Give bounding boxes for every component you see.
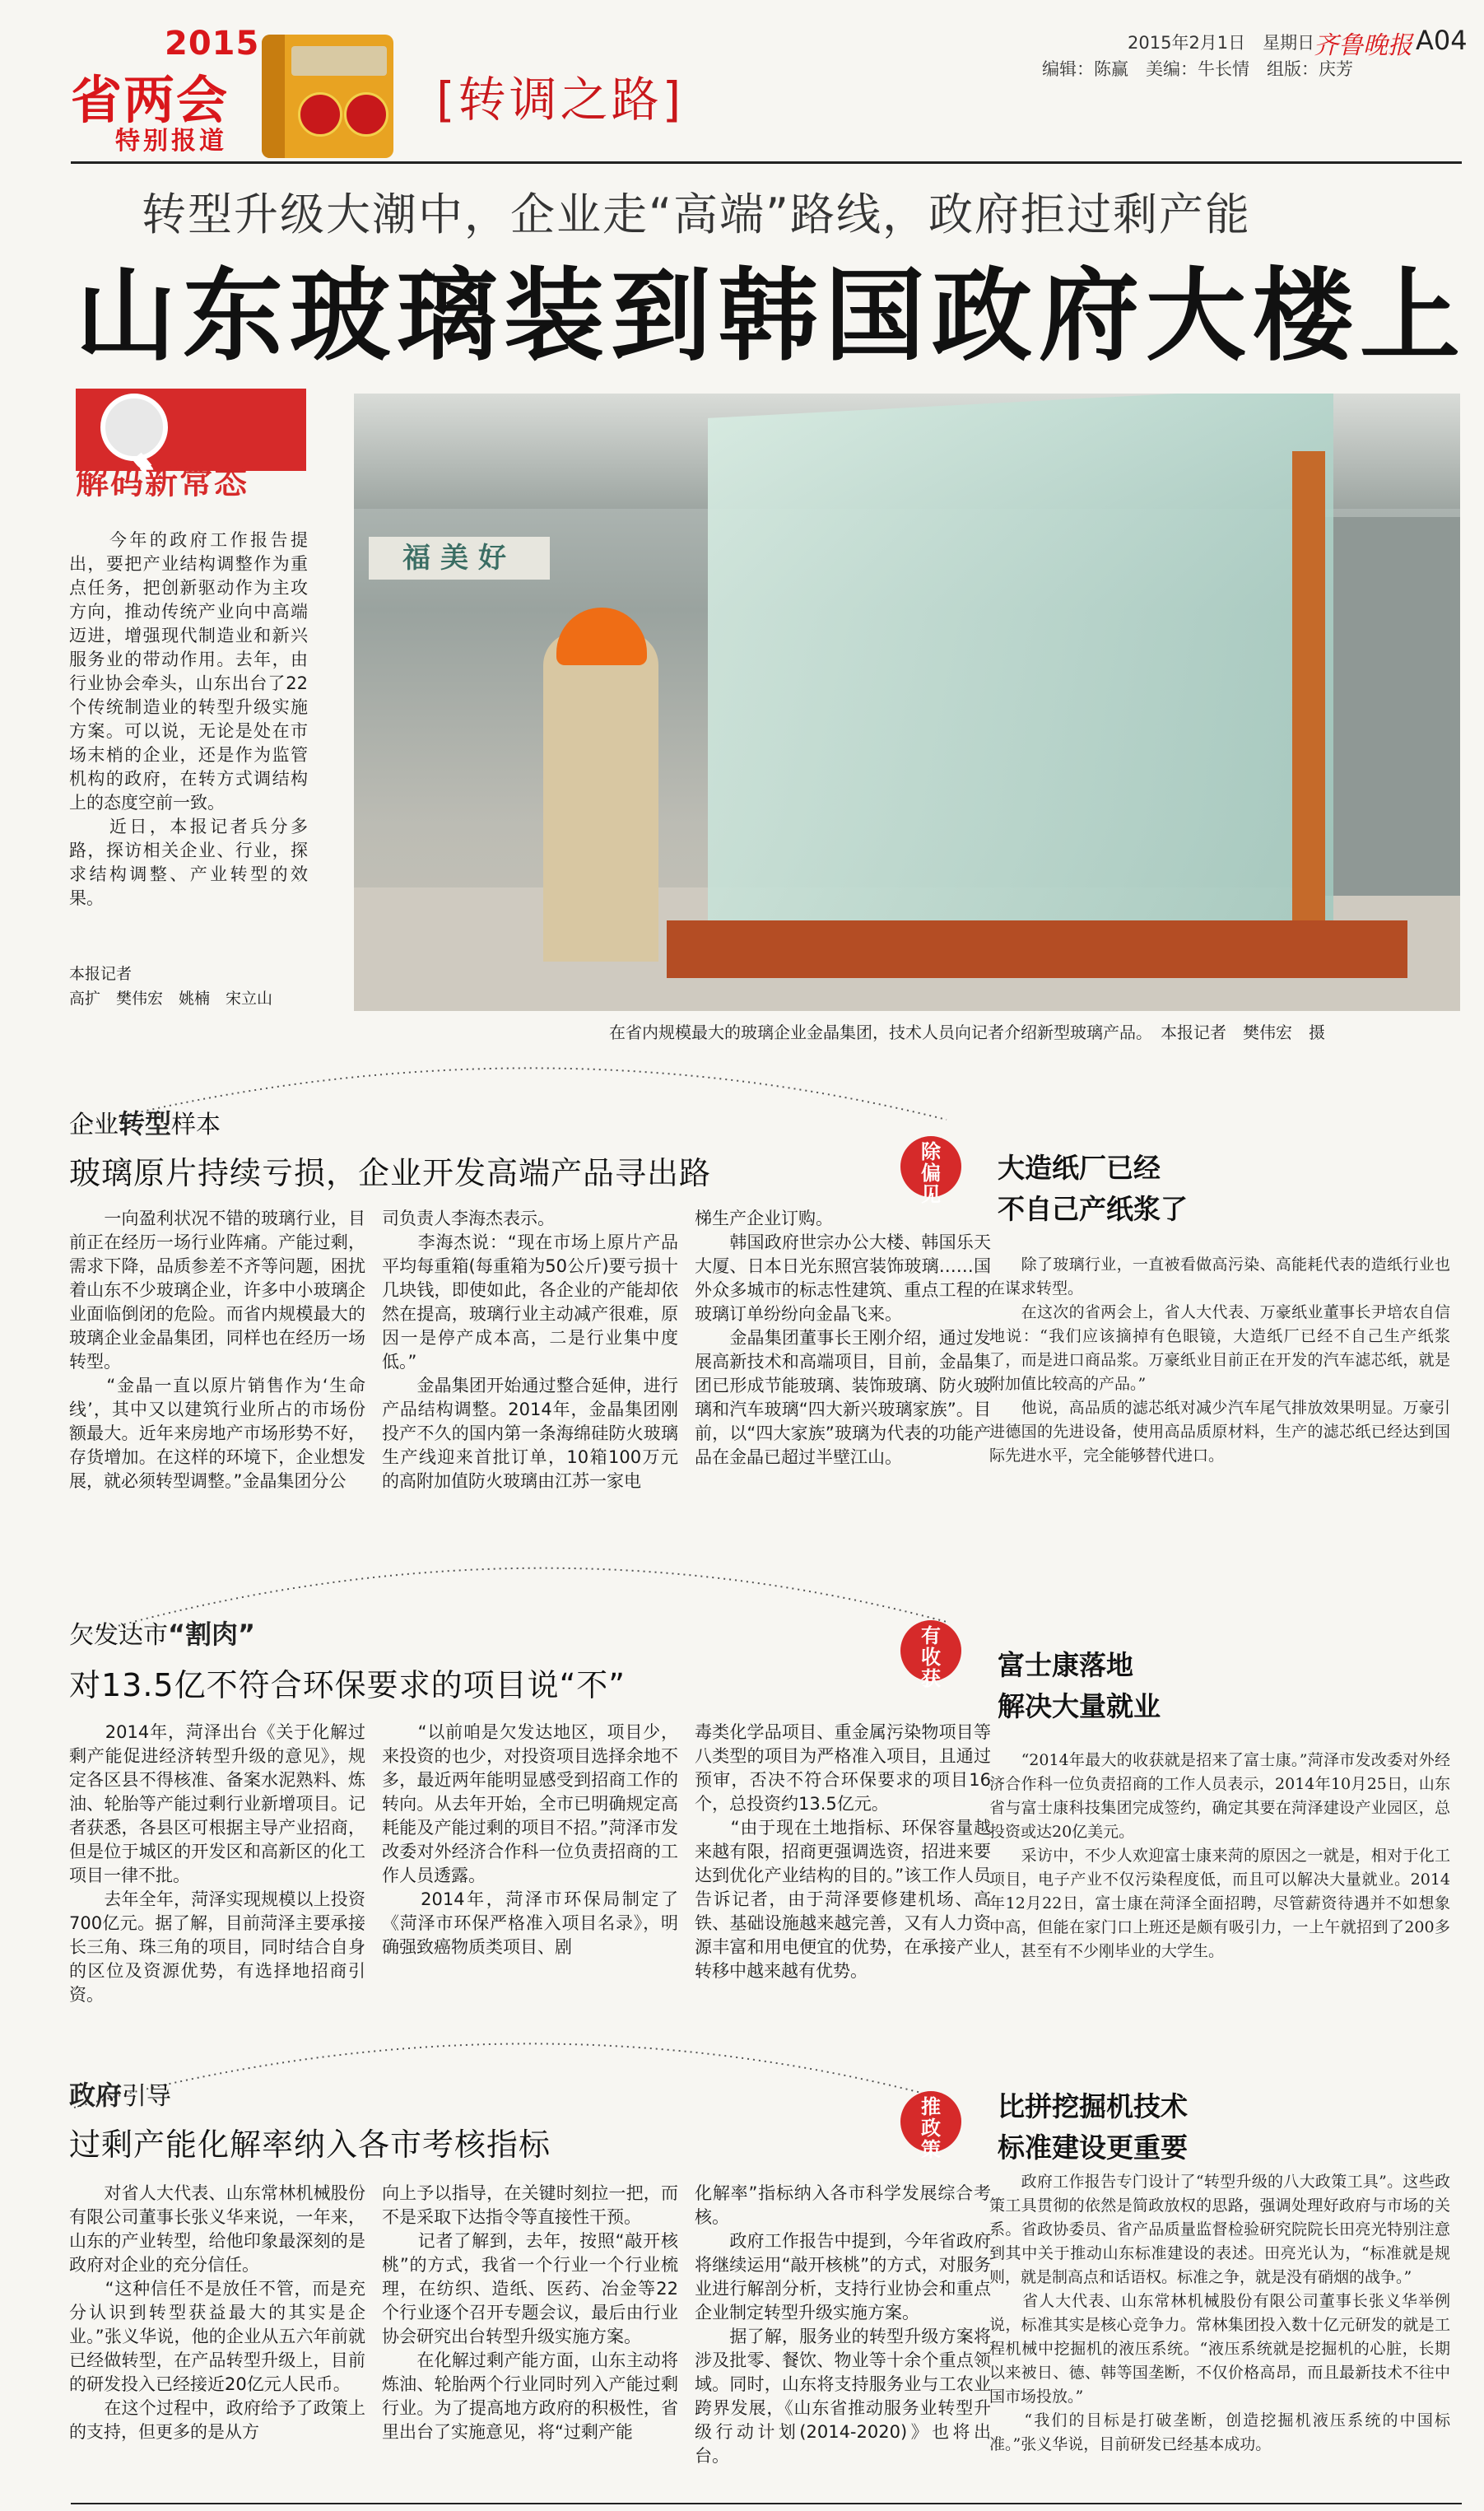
photo-glass-rack	[1325, 517, 1460, 896]
section-3-col-3: 化解率”指标纳入各市科学发展综合考核。 政府工作报告中提到，今年省政府将继续运用“敲开核桃”的方式，对服务业进行解剖分析，支持行业协会和重点企业制定转型升级实施方案。 据了解，服务业的转型升级方案将涉及批零、餐饮、物业等十余个重点领域。同时，山东将支持服务业与工农业跨界发展，《山东省推动服务业转型升级行动计划(2014-2020)》也将出台。	[695, 2183, 991, 2466]
issue-date: 2015年2月1日 星期日	[1128, 33, 1315, 53]
side-title-line: 大造纸厂已经	[998, 1152, 1161, 1184]
section-3-side-title	[998, 2086, 1188, 2169]
masthead-rule	[71, 161, 1462, 164]
section-1-col-2: 司负责人李海杰表示。 李海杰说：“现在市场上原片产品平均每重箱(每重箱为50公斤)要亏损十几块钱，即使如此，各企业的产能却依然在提高，玻璃行业主动减产很难，原因一是停产成本高，二是行业集中度低。” 金晶集团开始通过整合延伸，进行产品结构调整。2014年，金晶集团刚投产不久的国内第一条海绵硅防火玻璃生产线迎来首批订单，10箱100万元的高附加值防火玻璃由江苏一家电	[382, 1209, 678, 1491]
credit-names: 高扩 樊伟宏 姚楠 宋立山	[69, 990, 273, 1008]
badge-char: 推	[921, 2095, 941, 2118]
badge-char: 获	[921, 1667, 941, 1690]
photo-glass-panel	[708, 394, 1333, 978]
kicker-emphasis: 转型	[119, 1108, 172, 1139]
masthead-title: 省两会	[71, 70, 230, 130]
page-number: A04	[1416, 25, 1468, 56]
newspaper-name: 齐鲁晚报	[1314, 31, 1412, 60]
section-2-side-body: “2014年最大的收获就是招来了富士康。”菏泽市发改委对外经济合作科一位负责招商的工作人员表示，2014年10月25日，山东省与富士康科技集团完成签约，确定其要在菏泽建设产业园区，总投资或达20亿美元。 采访中，不少人欢迎富士康来菏的原因之一就是，相对于化工项目，电子产业不仅污染程度低，而且可以解决大量就业。2014年12月22日，富士康在菏泽全面招聘，尽管薪资待遇并不如想象中高，但能在家门口上班还是颇有吸引力，一上午就招到了200多人，甚至有不少刚毕业的大学生。	[989, 1751, 1450, 1960]
section-3-kicker	[69, 2075, 171, 2113]
photo-technician	[543, 632, 658, 962]
side-title-line: 标准建设更重要	[998, 2131, 1188, 2164]
badge-char: 策	[921, 2138, 941, 2161]
section-1-col-3: 梯生产企业订购。 韩国政府世宗办公大楼、韩国乐天大厦、日本日光东照宫装饰玻璃……国外众多城市的标志性建筑、重点工程的玻璃订单纷纷向金晶飞来。 金晶集团董事长王刚介绍，通过发展高新技术和高端项目，目前，金晶集团已形成节能玻璃、装饰玻璃、防火玻璃和汽车玻璃“四大新兴玻璃家族”。目前，以“四大家族”玻璃为代表的功能产品在金晶已超过半壁江山。	[695, 1209, 991, 1467]
section-1-kicker	[69, 1103, 221, 1141]
kicker-emphasis: 政府	[69, 2080, 123, 2111]
staff-credits: 编辑：陈赢 美编：牛长情 组版：庆芳	[1042, 59, 1353, 79]
intro-credit	[69, 962, 316, 1011]
intro-body: 今年的政府工作报告提出，要把产业结构调整作为重点任务，把创新驱动作为主攻方向，推动传统产业向中高端迈进，增强现代制造业和新兴服务业的带动作用。去年，由行业协会牵头，山东出台了22个传统制造业的转型升级实施方案。可以说，无论是处在市场末梢的企业，还是作为监管机构的政府，在转方式调结构上的态度空前一致。 近日，本报记者兵分多路，探访相关企业、行业，探求结构调整、产业转型的效果。	[69, 530, 308, 908]
cppcc-emblem-icon	[344, 92, 388, 137]
section-2-kicker	[69, 1614, 255, 1651]
section-3-headline: 过剩产能化解率纳入各市考核指标	[69, 2127, 551, 2163]
photo-rack-base	[667, 920, 1407, 978]
photo-caption: 在省内规模最大的玻璃企业金晶集团，技术人员向记者介绍新型玻璃产品。 本报记者 樊伟宏 摄	[609, 1023, 1325, 1042]
side-title-line: 不自己产纸浆了	[998, 1193, 1188, 1225]
side-title-line: 富士康落地	[998, 1649, 1133, 1681]
badge-char: 偏	[921, 1162, 941, 1185]
section-3-col-1: 对省人大代表、山东常林机械股份有限公司董事长张义华来说，一年来，山东的产业转型，给他印象最深刻的是政府对企业的充分信任。 “这种信任不是放任不管，而是充分认识到转型获益最大的其实是企业。”张义华说，他的企业从五六年前就已经做转型，在产品转型升级上，目前的研发投入已经接近20亿元人民币。 在这个过程中，政府给予了政策上的支持，但更多的是从方	[69, 2183, 365, 2442]
kicker-suffix: 引导	[122, 2082, 172, 2111]
hard-hat-icon	[556, 608, 647, 665]
section-1-side-title	[998, 1148, 1188, 1230]
badge-char: 除	[921, 1140, 941, 1163]
section-2-side-title	[998, 1645, 1161, 1727]
section-3-badge	[900, 2091, 961, 2161]
kicker-prefix: 企业	[69, 1111, 119, 1139]
badge-char: 收	[921, 1646, 941, 1669]
section-3-col-2: 向上予以指导，在关键时刻拉一把，而不是采取下达指令等直接性干预。 记者了解到，去年，按照“敲开核桃”的方式，我省一个行业一个行业梳理，在纺织、造纸、医药、冶金等22个行业逐个召开专题会议，最后由行业协会研究出台转型升级实施方案。 在化解过剩产能方面，山东主动将炼油、轮胎两个行业同时列入产能过剩行业。为了提高地方政府的积极性，省里出台了实施意见，将“过剩产能	[382, 2183, 678, 2442]
section-2-col-3: 毒类化学品项目、重金属污染物项目等八类型的项目为严格准入项目，且通过预审，否决不符合环保要求的项目16个，总投资约13.5亿元。 “由于现在土地指标、环保容量越来越有限，招商更强调选资，招进来要达到优化产业结构的目的。”该工作人员告诉记者，由于菏泽要修建机场、高铁、基础设施越来越完善，又有人力资源丰富和用电便宜的优势，在承接产业转移中越来越有优势。	[695, 1722, 991, 1981]
main-headline: 山东玻璃装到韩国政府大楼上	[76, 258, 1467, 375]
kicker-emphasis: “割肉”	[168, 1619, 256, 1650]
section-1-col-1: 一向盈利状况不错的玻璃行业，目前正在经历一场行业阵痛。产能过剩，需求下降，品质参差不齐等问题，困扰着山东不少玻璃企业，许多中小玻璃企业面临倒闭的危险。而省内规模最大的玻璃企业金晶集团，同样也在经历一场转型。 “金晶一直以原片销售作为‘生命线’，其中又以建筑行业所占的市场份额最大。近年来房地产市场形势不好，存货增加。在这样的环境下，企业想发展，就必须转型调整。”金晶集团分公	[69, 1209, 365, 1491]
side-title-line: 解决大量就业	[998, 1690, 1161, 1722]
masthead-subtitle: 特别报道	[115, 127, 227, 156]
kicker-prefix: 欠发达市	[69, 1621, 168, 1650]
section-3-side-body: 政府工作报告专门设计了“转型升级的八大政策工具”。这些政策工具贯彻的依然是简政放权的思路，强调处理好政府与市场的关系。省政协委员、省产品质量监督检验研究院院长田亮光特别注意到其中关于推动山东标准建设的表述。田亮光认为，“标准就是规则，就是制高点和话语权。标准之争，就是没有硝烟的战争。” 省人大代表、山东常林机械股份有限公司董事长张义华举例说，标准其实是核心竞争力。常林集团投入数十亿元研发的就是工程机械中挖掘机的液压系统。“液压系统就是挖掘机的心脏，长期以来被日、德、韩等国垄断，不仅价格高昂，而且最新技术不往中国市场投放。” “我们的目标是打破垄断，创造挖掘机液压系统的中国标准。”张义华说，目前研发已经基本成功。	[989, 2173, 1450, 2453]
section-2-col-2: “以前咱是欠发达地区，项目少，来投资的也少，对投资项目选择余地不多，最近两年能明显感受到招商工作的转向。从去年开始，全市已明确规定高耗能及产能过剩的项目不招。”菏泽市发改委对外经济合作科一位负责招商的工作人员透露。 2014年，菏泽市环保局制定了《菏泽市环保严格准入项目名录》，明确强致癌物质类项目、剧	[382, 1722, 678, 1957]
arc-3	[74, 2043, 947, 2108]
page-bottom-rule	[71, 2503, 1462, 2504]
notebook-emblem-icon	[262, 35, 393, 158]
badge-char: 见	[921, 1183, 941, 1206]
headline-kicker: 转型升级大潮中，企业走“高端”路线，政府拒过剩产能	[142, 189, 1251, 240]
notebook-spine	[262, 35, 285, 158]
section-1-badge	[900, 1136, 961, 1206]
decode-tag: 解码新常态	[76, 464, 249, 501]
magnifier-icon	[100, 394, 168, 461]
section-2-headline: 对13.5亿不符合环保要求的项目说“不”	[69, 1667, 626, 1703]
photo-factory-sign: 福美好	[369, 537, 550, 580]
column-tag: [转调之路]	[436, 72, 685, 128]
section-2-col-1: 2014年，菏泽出台《关于化解过剩产能促进经济转型升级的意见》，规定各区县不得核准、备案水泥熟料、炼油、轮胎等产能过剩行业新增项目。记者获悉，各县区可根据主导产业招商，但是位于城区的开发区和高新区的化工项目一律不批。 去年全年，菏泽实现规模以上投资700亿元。据了解，目前菏泽主要承接长三角、珠三角的项目，同时结合自身的区位及资源优势，有选择地招商引资。	[69, 1722, 365, 2005]
side-title-line: 比拼挖掘机技术	[998, 2090, 1188, 2122]
news-photo	[354, 394, 1460, 1011]
national-emblem-icon	[298, 92, 342, 137]
section-1-headline: 玻璃原片持续亏损，企业开发高端产品寻出路	[69, 1155, 712, 1191]
section-2-badge	[900, 1620, 961, 1690]
kicker-suffix: 样本	[171, 1111, 221, 1139]
credit-label: 本报记者	[69, 965, 133, 983]
masthead-year: 2015	[165, 25, 260, 63]
notebook-label-strip	[291, 46, 387, 76]
section-1-side-body: 除了玻璃行业，一直被看做高污染、高能耗代表的造纸行业也在谋求转型。 在这次的省两会上，省人大代表、万豪纸业董事长尹培农自信地说：“我们应该摘掉有色眼镜，大造纸厂已经不自己生产纸浆了，而是进口商品浆。万豪纸业目前正在开发的汽车滤芯纸，就是附加值比较高的产品。” 他说，高品质的滤芯纸对减少汽车尾气排放效果明显。万豪引进德国的先进设备，使用高品质原材料，生产的滤芯纸已经达到国际先进水平，完全能够替代进口。	[989, 1256, 1450, 1465]
badge-char: 有	[921, 1624, 941, 1647]
photo-frame	[1292, 451, 1325, 962]
badge-char: 政	[921, 2117, 941, 2140]
